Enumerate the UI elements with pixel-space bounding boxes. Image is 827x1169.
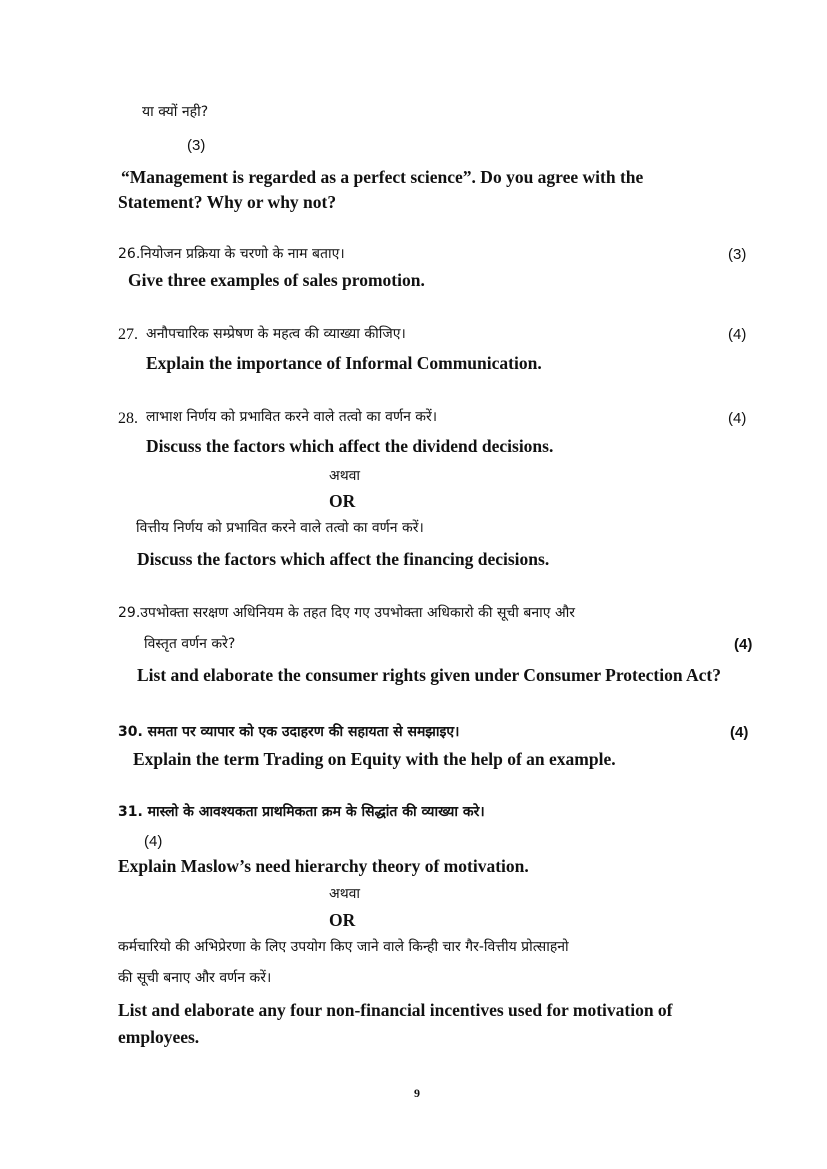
page-number: 9 [414,1086,420,1100]
q25-english-line1: “Management is regarded as a perfect science”. Do you agree with the [121,167,644,187]
q27-hindi: अनौपचारिक सम्प्रेषण के महत्व की व्याख्या कीजिए। [146,326,406,342]
q28-or-hindi: अथवा [329,468,361,484]
q31-alt-english-line1: List and elaborate any four non-financial incentives used for motivation of [118,1000,673,1020]
q27-english: Explain the importance of Informal Communication. [146,353,542,373]
q28-number: 28. [118,410,138,427]
q31-hindi: 31. मास्लो के आवश्यकता प्राथमिकता क्रम के सिद्धांत की व्याख्या करे। [118,804,485,820]
q30-english: Explain the term Trading on Equity with the help of an example. [133,749,616,769]
q31-alt-hindi-line2: की सूची बनाए और वर्णन करें। [118,970,272,986]
q27-marks: (4) [728,326,747,343]
q28-alt-english: Discuss the factors which affect the financing decisions. [137,549,550,569]
q25-english-line2: Statement? Why or why not? [118,192,337,212]
q31-alt-hindi-line1: कर्मचारियो की अभिप्रेरणा के लिए उपयोग किए जाने वाले किन्ही चार गैर-वित्तीय प्रोत्साहनो [118,939,569,955]
q29-english: List and elaborate the consumer rights given under Consumer Protection Act? [137,665,721,685]
q31-marks: (4) [144,833,163,850]
q25-hindi-tail: या क्यों नही? [142,104,209,120]
q26-hindi: 26.नियोजन प्रक्रिया के चरणो के नाम बताए। [118,246,345,262]
q29-hindi-line1: 29.उपभोक्ता सरक्षण अधिनियम के तहत दिए गए उपभोक्ता अधिकारो की सूची बनाए और [118,605,576,621]
q31-english: Explain Maslow’s need hierarchy theory of motivation. [118,856,529,876]
q29-hindi-line2: विस्तृत वर्णन करे? [144,636,236,652]
q31-or-english: OR [329,910,356,930]
q28-alt-hindi: वित्तीय निर्णय को प्रभावित करने वाले तत्वो का वर्णन करें। [136,520,424,536]
q28-english: Discuss the factors which affect the dividend decisions. [146,436,554,456]
q31-alt-english-line2: employees. [118,1027,200,1047]
q26-english: Give three examples of sales promotion. [128,270,425,290]
q27-number: 27. [118,326,138,343]
q30-marks: (4) [730,724,749,741]
q28-marks: (4) [728,410,747,427]
q28-or-english: OR [329,491,356,511]
q31-or-hindi: अथवा [329,886,361,902]
q28-hindi: लाभाश निर्णय को प्रभावित करने वाले तत्वो का वर्णन करें। [146,409,438,425]
q29-marks: (4) [734,636,753,653]
q30-hindi: 30. समता पर व्यापार को एक उदाहरण की सहायता से समझाइए। [118,724,460,740]
q26-marks: (3) [728,246,747,263]
q25-marks: (3) [187,137,206,154]
